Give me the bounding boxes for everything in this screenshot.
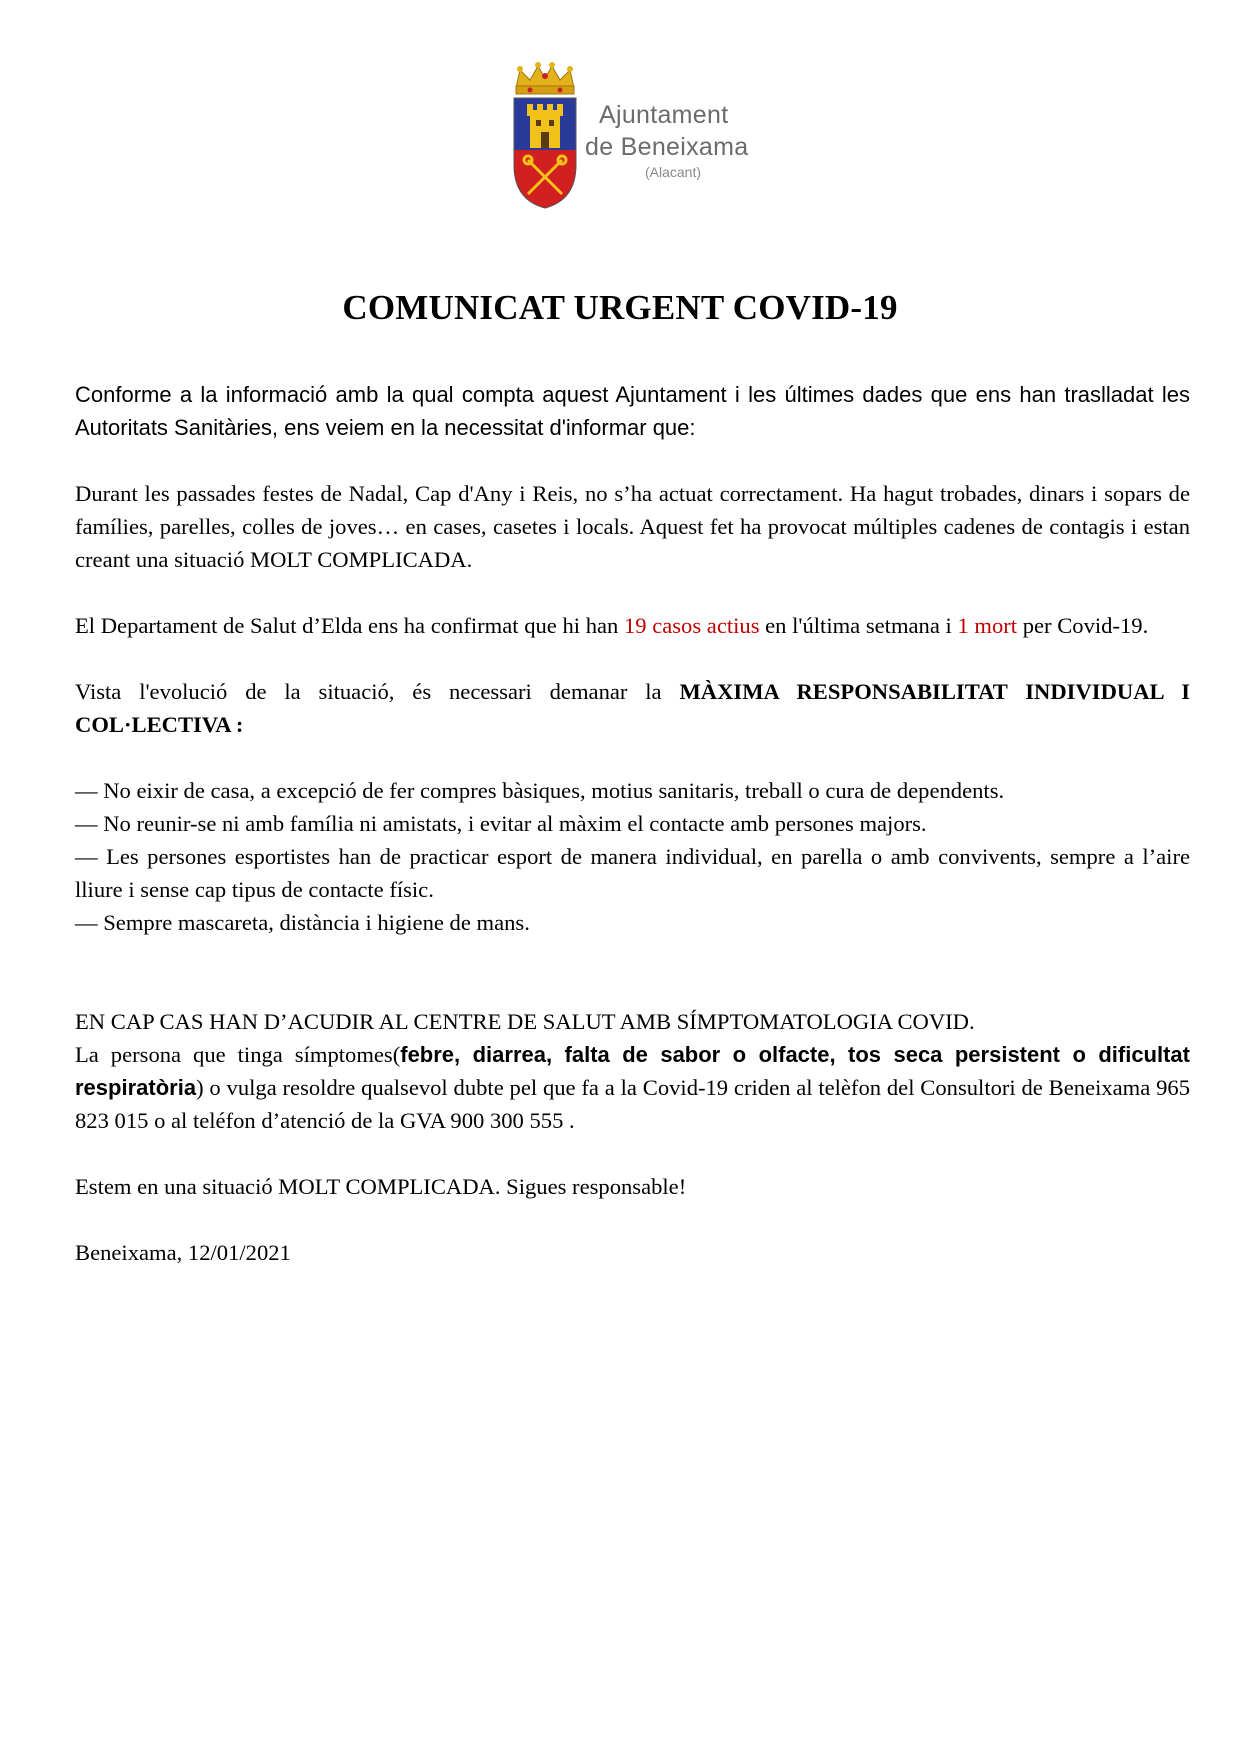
org-line-province: (Alacant) xyxy=(645,164,702,180)
deaths-highlight: 1 mort xyxy=(957,613,1018,638)
symptoms-text-b: ) o vulga resoldre qualsevol dubte pel que fa a la Covid-19 criden al telèfon del Consultori de Beneixama 965 823 015 o al teléfon d’atenció de la GVA 900 300 555 . xyxy=(75,1075,1190,1133)
symptoms-text-a: La persona que tinga símptomes( xyxy=(75,1042,401,1067)
intro-paragraph: Conforme a la informació amb la qual compta aquest Ajuntament i les últimes dades que ens han traslladat les Autoritats Sanitàries, ens veiem en la necessitat d'informar que: xyxy=(75,382,1190,440)
responsibility-emphasis: MÀXIMA RESPONSABILITAT INDIVIDUAL I COL·LECTIVA : xyxy=(75,679,1190,737)
paragraph-closing: Estem en una situació MOLT COMPLICADA. Sigues responsable! xyxy=(75,1174,687,1199)
cases-text-b: en l'última setmana i xyxy=(759,613,958,638)
document-title: COMUNICAT URGENT COVID-19 xyxy=(342,288,898,327)
list-item: — No reunir-se ni amb família ni amistats, i evitar al màxim el contacte amb persones majors. xyxy=(75,811,927,836)
letterhead xyxy=(445,60,805,220)
symptoms-list: febre, diarrea, falta de sabor o olfacte, tos seca persistent o dificultat respiratòria xyxy=(75,1042,1190,1100)
list-item: — Sempre mascareta, distància i higiene de mans. xyxy=(75,910,530,935)
paragraph-symptoms-contact xyxy=(75,1038,1190,1137)
organization-name xyxy=(585,98,748,182)
signature-date: Beneixama, 12/01/2021 xyxy=(75,1240,291,1265)
cases-text-a: El Departament de Salut d’Elda ens ha confirmat que hi han xyxy=(75,613,624,638)
measures-list xyxy=(75,774,1190,939)
document-body xyxy=(75,378,1190,1269)
municipal-coat-of-arms-icon xyxy=(510,60,580,210)
paragraph-health-center-warning: EN CAP CAS HAN D’ACUDIR AL CENTRE DE SALUT AMB SÍMPTOMATOLOGIA COVID. xyxy=(75,1009,975,1034)
responsibility-text: Vista l'evolució de la situació, és necessari demanar la xyxy=(75,679,680,704)
paragraph-responsibility xyxy=(75,675,1190,741)
list-item: — No eixir de casa, a excepció de fer compres bàsiques, motius sanitaris, treball o cura de dependents. xyxy=(75,778,1005,803)
org-line-beneixama: de Beneixama xyxy=(585,133,749,161)
paragraph-holidays: Durant les passades festes de Nadal, Cap d'Any i Reis, no s’ha actuat correctament. Ha hagut trobades, dinars i sopars de famílies, parelles, colles de joves… en cases, casetes i locals. Aquest fet ha provocat múltiples cadenes de contagis i estan creant una situació MOLT COMPLICADA. xyxy=(75,481,1190,572)
cases-text-c: per Covid-19. xyxy=(1017,613,1149,638)
org-line-ajuntament: Ajuntament xyxy=(599,101,729,129)
active-cases-highlight: 19 casos actius xyxy=(623,613,760,638)
list-item: — Les persones esportistes han de practicar esport de manera individual, en parella o amb convivents, sempre a l’aire lliure i sense cap tipus de contacte físic. xyxy=(75,844,1190,902)
paragraph-cases xyxy=(75,609,1190,642)
